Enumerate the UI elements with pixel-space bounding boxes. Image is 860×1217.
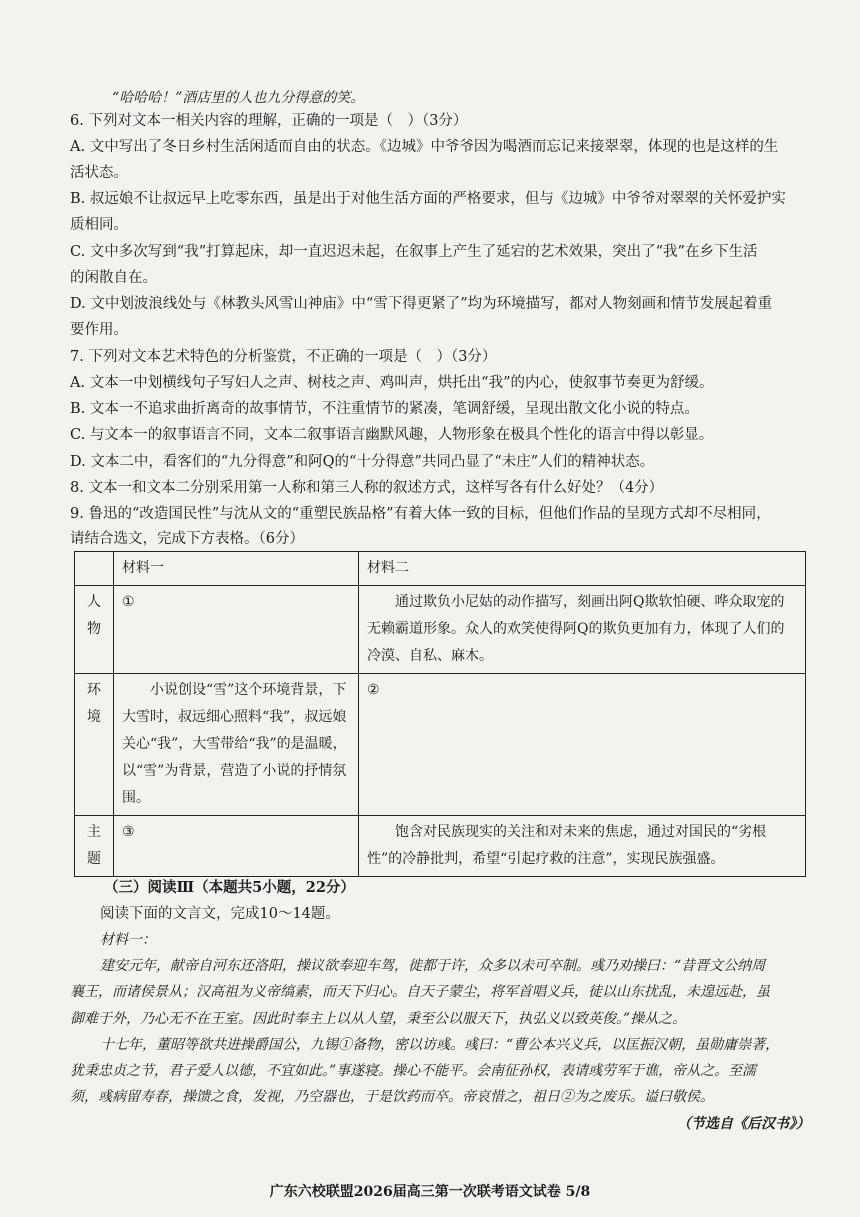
- section-3-intro: 阅读下面的文言文，完成10～14题。: [100, 906, 340, 922]
- question-9-line1: 9. 鲁迅的“改造国民性”与沈从文的“重塑民族品格”有着大体一致的目标，但他们作品的呈现方式却不尽相同，: [70, 506, 771, 522]
- table-corner-cell: [75, 552, 114, 586]
- table-header-row: [75, 552, 806, 586]
- passage-p1-line2: 襄王，而诸侯景从；汉高祖为义帝缟素，而天下归心。自天子蒙尘，将军首唱义兵，徒以山东扰乱，未遑远赴，虽: [70, 984, 770, 1000]
- page-footer: 广东六校联盟2026届高三第一次联考语文试卷 5/8: [269, 1184, 591, 1200]
- passage-p1-line3: 御难于外，乃心无不在王室。因此时奉主上以从人望，秉至公以服天下，执弘义以致英俊。”操从之。: [70, 1011, 687, 1027]
- question-9-line2: 请结合选文，完成下方表格。（6分）: [70, 531, 304, 547]
- q6-option-c-line2: 的闲散自在。: [70, 270, 157, 286]
- passage-p2-line2: 犹秉忠贞之节，君子爱人以德，不宜如此。”事遂寝。操心不能平。会南征孙权，表请彧劳军于谯，帝从之。至濡: [70, 1063, 757, 1079]
- table-row: [75, 816, 806, 877]
- row-head-environment: [75, 674, 114, 816]
- table-header-material-2: 材料二: [359, 552, 806, 586]
- cell-text: 饱含对民族现实的关注和对未来的焦虑，通过对国民的“劣根性”的冷静批判，希望“引起疗救的注意”，实现民族强盛。: [367, 824, 767, 867]
- q6-option-d-line2: 要作用。: [70, 322, 128, 338]
- table-cell: [359, 816, 806, 877]
- question-8: 8. 文本一和文本二分别采用第一人称和第三人称的叙述方式，这样写各有什么好处？（4分）: [70, 480, 664, 496]
- q6-option-b-line1: B. 叔远娘不让叔远早上吃零东西，虽是出于对他生活方面的严格要求，但与《边城》中爷爷对翠翠的关怀爱护实: [70, 191, 786, 207]
- cell-text: 通过欺负小尼姑的动作描写，刻画出阿Q欺软怕硬、哗众取宠的无赖霸道形象。众人的欢笑使得阿Q的欺负更加有力，体现了人们的冷漠、自私、麻木。: [367, 594, 785, 664]
- answer-table: [74, 551, 806, 877]
- section-3-title: （三）阅读Ⅲ（本题共5小题，22分）: [104, 879, 355, 896]
- passage-source: （节选自《后汉书》）: [677, 1116, 810, 1132]
- q7-option-a: A. 文本一中划横线句子写妇人之声、树枝之声、鸡叫声，烘托出“我”的内心，使叙事节奏更为舒缓。: [70, 375, 714, 391]
- question-6-stem: 6. 下列对文本一相关内容的理解，正确的一项是（ ）（3分）: [70, 113, 468, 129]
- q6-option-c-line1: C. 文中多次写到“我”打算起床，却一直迟迟未起，在叙事上产生了延宕的艺术效果，突出了“我”在乡下生活: [70, 244, 758, 260]
- row-head-label: 人物: [87, 594, 101, 637]
- row-head-theme: [75, 816, 114, 877]
- row-head-label: 主题: [87, 824, 101, 867]
- q7-option-b: B. 文本一不追求曲折离奇的故事情节，不注重情节的紧凑，笔调舒缓，呈现出散文化小说的特点。: [70, 401, 699, 417]
- q6-option-d-line1: D. 文中划波浪线处与《林教头风雪山神庙》中“雪下得更紧了”均为环境描写，都对人物刻画和情节发展起着重: [70, 296, 773, 312]
- cell-text: 小说创设“雪”这个环境背景，下大雪时，叔远细心照料“我”，叔远娘关心“我”，大雪带给“我”的是温暖，以“雪”为背景，营造了小说的抒情氛围。: [122, 682, 347, 806]
- passage-p2-line1: 十七年，董昭等欲共进操爵国公，九锡①备物，密以访彧。彧曰：“曹公本兴义兵，以匡振汉朝，虽勋庸崇著，: [100, 1037, 780, 1053]
- table-cell: [359, 586, 806, 674]
- q7-option-d: D. 文本二中，看客们的“九分得意”和阿Q的“十分得意”共同凸显了“未庄”人们的精神状态。: [70, 454, 655, 470]
- q6-option-a-line1: A. 文中写出了冬日乡村生活闲适而自由的状态。《边城》中爷爷因为喝酒而忘记来接翠翠，体现的也是这样的生: [70, 139, 779, 155]
- answer-cell-3[interactable]: ③: [114, 816, 359, 877]
- material-1-label: 材料一：: [100, 932, 156, 948]
- table-cell: [114, 674, 359, 816]
- passage-p1-line1: 建安元年，献帝自河东还洛阳，操议欲奉迎车驾，徙都于许，众多以未可卒制。彧乃劝操曰：“昔晋文公纳周: [100, 958, 766, 974]
- passage-p2-line3: 须，彧病留寿春，操馈之食，发视，乃空器也，于是饮药而卒。帝哀惜之，祖日②为之废乐。谥曰敬侯。: [70, 1089, 714, 1105]
- table-row: [75, 586, 806, 674]
- table-row: [75, 674, 806, 816]
- question-7-stem: 7. 下列对文本艺术特色的分析鉴赏，不正确的一项是（ ）（3分）: [70, 349, 497, 365]
- quoted-line: “哈哈哈！”酒店里的人也九分得意的笑。: [112, 90, 365, 106]
- q7-option-c: C. 与文本一的叙事语言不同，文本二叙事语言幽默风趣，人物形象在极具个性化的语言中得以彰显。: [70, 427, 714, 443]
- q6-option-b-line2: 质相同。: [70, 217, 128, 233]
- table-header-material-1: 材料一: [114, 552, 359, 586]
- q6-option-a-line2: 活状态。: [70, 165, 128, 181]
- answer-cell-1[interactable]: ①: [114, 586, 359, 674]
- row-head-character: [75, 586, 114, 674]
- row-head-label: 环境: [87, 682, 101, 725]
- answer-cell-2[interactable]: ②: [359, 674, 806, 816]
